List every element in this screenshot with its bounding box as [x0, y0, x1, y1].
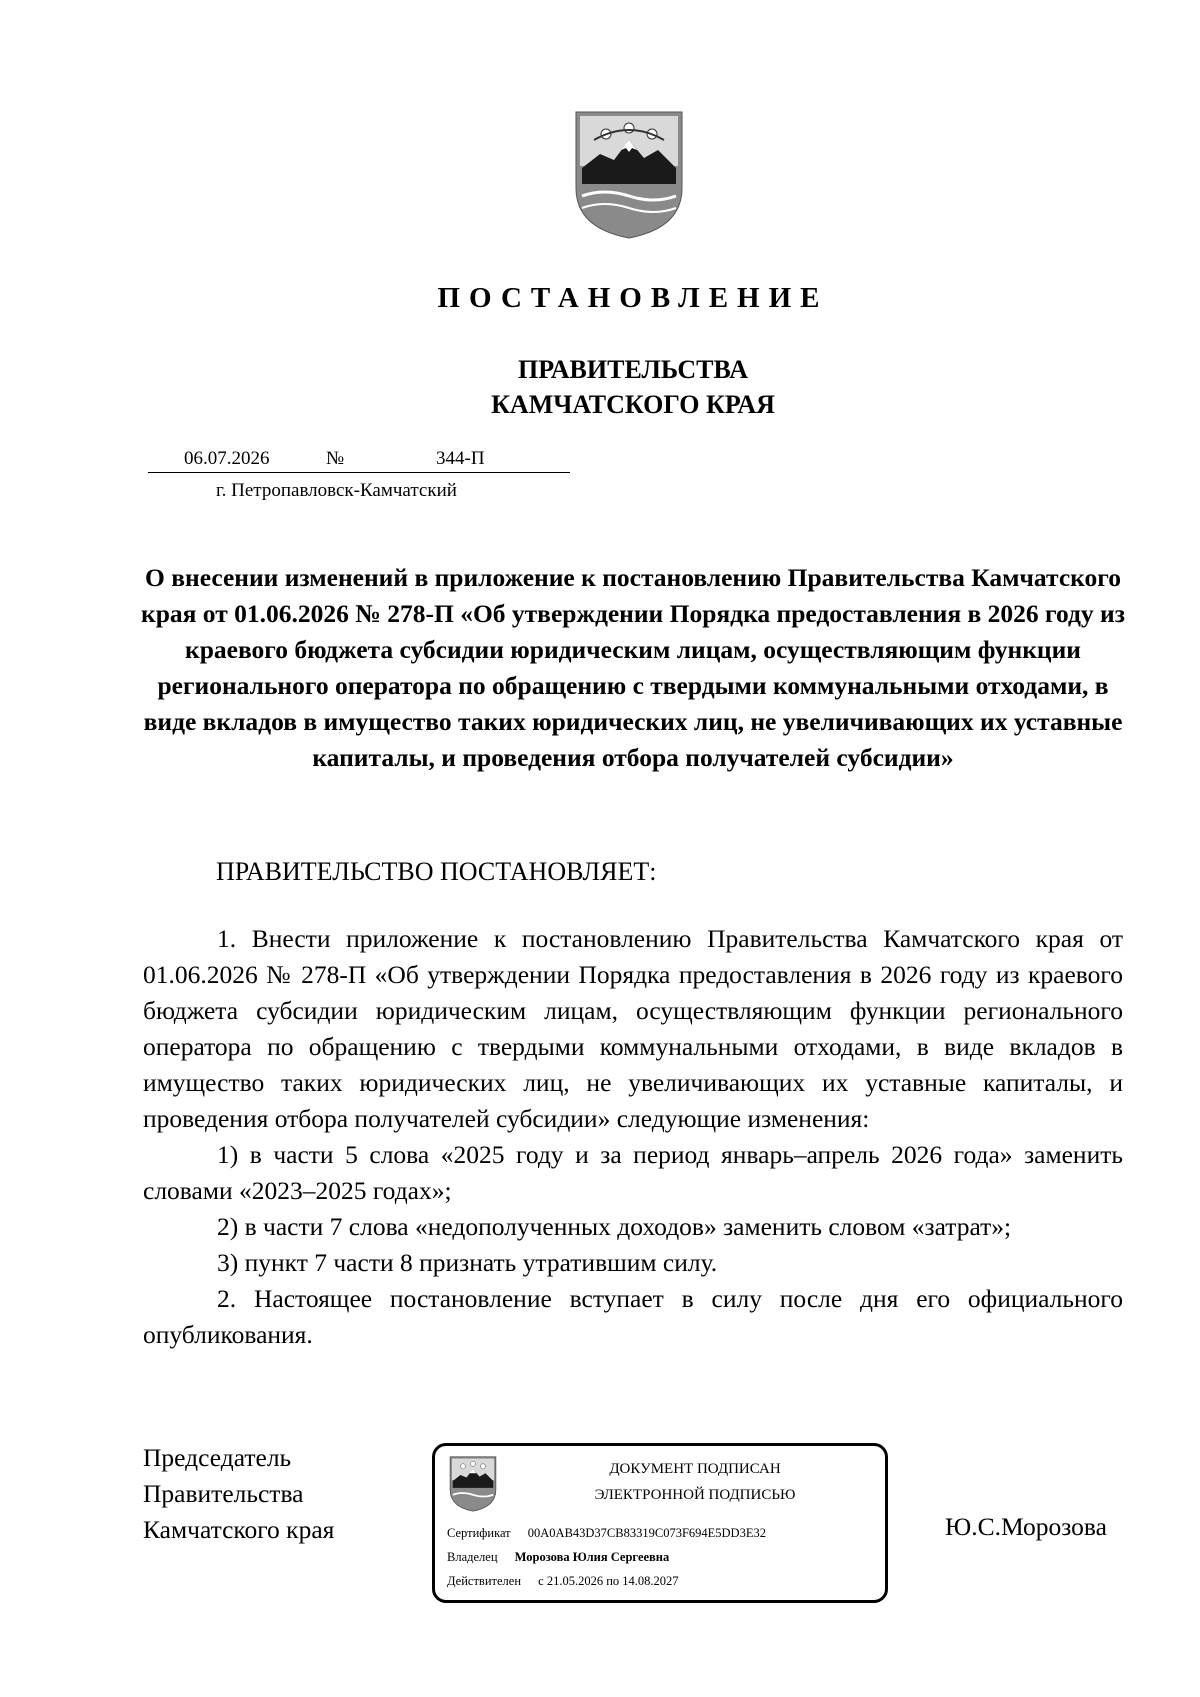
validity-value: с 21.05.2026 по 14.08.2027	[538, 1574, 679, 1588]
stamp-certificate-row	[447, 1526, 766, 1541]
owner-label: Владелец	[447, 1550, 498, 1564]
number-sign: №	[326, 448, 345, 469]
stamp-line-2: ЭЛЕКТРОННОЙ ПОДПИСЬЮ	[594, 1487, 796, 1503]
document-title: О внесении изменений в приложение к постановлению Правительства Камчатского края от 01.06.2026 № 278-П «Об утверждении Порядка предоставления в 2026 году из краевого бюджета субсидии юридическим лицам, осуществляющим функции регионального оператора по обращению с твердыми коммунальными отходами, в виде вкладов в имущество таких юридических лиц, не увеличивающих их уставные капиталы, и проведения отбора получателей субсидии»	[141, 563, 1125, 772]
document-type: ПОСТАНОВЛЕНИЕ	[437, 282, 829, 314]
certificate-label: Сертификат	[447, 1526, 511, 1540]
resolves-heading: ПРАВИТЕЛЬСТВО ПОСТАНОВЛЯЕТ:	[216, 857, 657, 886]
signatory-name: Ю.С.Морозова	[945, 1512, 1107, 1541]
document-body	[143, 921, 1123, 1353]
date-number-line	[148, 446, 570, 473]
certificate-value: 00A0AB43D37CB83319C073F694E5DD3E32	[527, 1526, 766, 1540]
coat-of-arms-emblem	[574, 110, 684, 240]
paragraph-1-3: 3) пункт 7 части 8 признать утратившим силу.	[217, 1248, 718, 1277]
paragraph-1: 1. Внести приложение к постановлению Правительства Камчатского края от 01.06.2026 № 278-П «Об утверждении Порядка предоставления в 2026 году из краевого бюджета субсидии юридическим лицам, осуществляющим функции регионального оператора по обращению с твердыми коммунальными отходами, в виде вкладов в имущество таких юридических лиц, не увеличивающих их уставные капиталы, и проведения отбора получателей субсидии» следующие изменения:	[143, 924, 1123, 1133]
stamp-emblem-icon	[449, 1456, 497, 1512]
stamp-line-1: ДОКУМЕНТ ПОДПИСАН	[609, 1461, 781, 1477]
document-number: 344-П	[436, 448, 485, 469]
stamp-heading	[505, 1456, 885, 1508]
owner-value: Морозова Юлия Сергеевна	[514, 1550, 670, 1564]
position-line-1: Председатель	[143, 1443, 292, 1472]
position-line-2: Правительства	[143, 1479, 304, 1508]
stamp-validity-row	[447, 1574, 679, 1589]
paragraph-1-1: 1) в части 5 слова «2025 году и за период январь–апрель 2026 года» заменить словами «2023–2025 годах»;	[143, 1140, 1123, 1205]
issuer-line-2: КАМЧАТСКОГО КРАЯ	[491, 390, 775, 419]
position-line-3: Камчатского края	[143, 1515, 335, 1544]
validity-label: Действителен	[447, 1574, 522, 1588]
issuer-line-1: ПРАВИТЕЛЬСТВА	[518, 355, 748, 384]
document-date: 06.07.2026	[184, 448, 270, 469]
signatory-position	[143, 1440, 334, 1548]
paragraph-1-2: 2) в части 7 слова «недополученных доходов» заменить словом «затрат»;	[217, 1212, 1012, 1241]
electronic-signature-stamp	[432, 1443, 888, 1603]
paragraph-2: 2. Настоящее постановление вступает в силу после дня его официального опубликования.	[143, 1284, 1123, 1349]
stamp-owner-row	[447, 1550, 669, 1565]
issuer	[0, 352, 1200, 422]
city: г. Петропавловск-Камчатский	[216, 480, 457, 501]
